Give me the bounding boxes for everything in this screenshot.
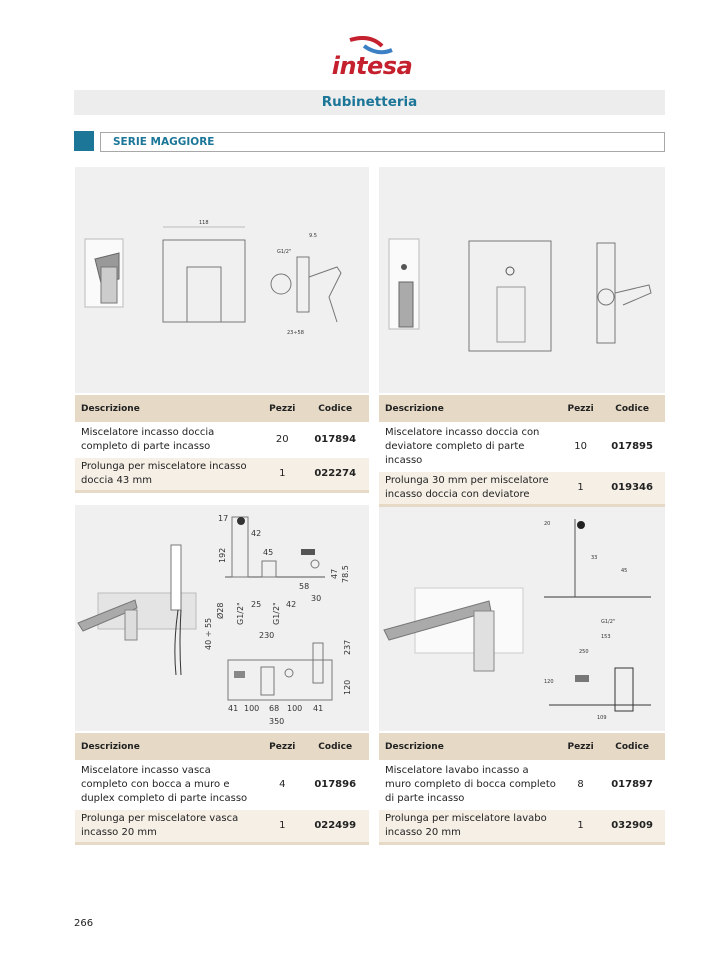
table-row (379, 809, 665, 844)
section-title: SERIE MAGGIORE (100, 132, 665, 152)
row-code: 032909 (599, 809, 665, 844)
dimension-label: 350 (269, 717, 285, 726)
dimension-label: 45 (621, 568, 628, 574)
header-codice: Codice (599, 395, 665, 423)
row-quantity: 1 (562, 471, 599, 506)
row-description: Prolunga per miscelatore vasca incasso 20 mm (75, 809, 263, 844)
table-row (379, 423, 665, 471)
row-code: 017896 (301, 761, 369, 809)
dimension-label: 41 (313, 704, 324, 713)
table-row (379, 471, 665, 506)
dimension-label: 118 (199, 220, 209, 226)
product-image-017895 (379, 167, 665, 393)
dimension-label: 17 (218, 514, 229, 523)
dimension-label: G1/2" (236, 602, 245, 625)
section-marker (74, 131, 94, 151)
row-description: Miscelatore incasso doccia con deviatore completo di parte incasso (379, 423, 562, 471)
dimension-label: G1/2" (272, 602, 281, 625)
header-codice: Codice (301, 733, 369, 761)
row-code: 017895 (599, 423, 665, 471)
row-description: Prolunga per miscelatore incasso doccia 43 mm (75, 457, 263, 492)
dimension-label: 237 (343, 639, 352, 655)
dimension-label: 109 (597, 715, 607, 721)
dimension-label: 30 (311, 594, 322, 603)
product-table-1 (75, 395, 369, 493)
row-description: Prolunga per miscelatore lavabo incasso 20 mm (379, 809, 562, 844)
dimension-label: 120 (544, 679, 554, 685)
intesa-logo (330, 36, 414, 82)
dimension-label: 42 (251, 529, 262, 538)
dimension-label: 33 (591, 555, 598, 561)
row-quantity: 1 (562, 809, 599, 844)
header-pezzi: Pezzi (263, 733, 301, 761)
dimension-label: 250 (579, 649, 589, 655)
row-quantity: 8 (562, 761, 599, 809)
dimension-label: 120 (343, 679, 352, 695)
product-table-4 (379, 733, 665, 845)
dimension-label: 41 (228, 704, 239, 713)
page-number: 266 (74, 918, 94, 929)
table-row (75, 423, 369, 457)
header-pezzi: Pezzi (562, 733, 599, 761)
dimension-label: 40 ÷ 55 (204, 617, 213, 650)
dimension-label: G1/2" (277, 249, 292, 255)
table-row (75, 761, 369, 809)
page-title: Rubinetteria (74, 90, 665, 115)
row-description: Miscelatore incasso doccia completo di parte incasso (75, 423, 263, 457)
dimension-label: 230 (259, 631, 275, 640)
table-header-row (75, 395, 369, 423)
product-image-017894 (75, 167, 369, 393)
header-descrizione: Descrizione (379, 733, 562, 761)
product-table-3 (75, 733, 369, 845)
table-row (379, 761, 665, 809)
dimension-label: 42 (286, 600, 297, 609)
header-codice: Codice (599, 733, 665, 761)
row-description: Miscelatore incasso vasca completo con bocca a muro e duplex completo di parte incasso (75, 761, 263, 809)
header-descrizione: Descrizione (379, 395, 562, 423)
row-quantity: 1 (263, 809, 301, 844)
table-row (75, 809, 369, 844)
product-image-017896 (75, 505, 369, 731)
dimension-label: 45 (263, 548, 274, 557)
row-quantity: 4 (263, 761, 301, 809)
dimension-label: 25 (251, 600, 262, 609)
product-image-017897 (379, 505, 665, 731)
header-descrizione: Descrizione (75, 395, 263, 423)
row-code: 017894 (301, 423, 369, 457)
row-code: 017897 (599, 761, 665, 809)
dimension-label: G1/2" (601, 619, 616, 625)
dimension-label: 20 (544, 521, 551, 527)
dimension-label: 23÷58 (287, 330, 304, 336)
row-quantity: 10 (562, 423, 599, 471)
header-pezzi: Pezzi (263, 395, 301, 423)
dimension-label: 58 (299, 582, 310, 591)
table-header-row (379, 395, 665, 423)
header-codice: Codice (301, 395, 369, 423)
dimension-label: 100 (244, 704, 260, 713)
row-quantity: 20 (263, 423, 301, 457)
row-code: 022499 (301, 809, 369, 844)
product-table-2 (379, 395, 665, 507)
dimension-label: 78.5 (341, 565, 350, 583)
table-header-row (379, 733, 665, 761)
row-quantity: 1 (263, 457, 301, 492)
dimension-label: 47 (330, 568, 339, 579)
dimension-label: 100 (287, 704, 303, 713)
row-code: 019346 (599, 471, 665, 506)
dimension-label: Ø28 (216, 602, 225, 619)
logo-text: intesa (331, 52, 413, 80)
header-pezzi: Pezzi (562, 395, 599, 423)
table-row (75, 457, 369, 492)
table-header-row (75, 733, 369, 761)
row-code: 022274 (301, 457, 369, 492)
dimension-label: 192 (218, 547, 227, 563)
dimension-label: 68 (269, 704, 280, 713)
dimension-label: 9.5 (309, 233, 317, 239)
header-descrizione: Descrizione (75, 733, 263, 761)
dimension-label: 153 (601, 634, 611, 640)
row-description: Miscelatore lavabo incasso a muro completo di bocca completo di parte incasso (379, 761, 562, 809)
row-description: Prolunga 30 mm per miscelatore incasso doccia con deviatore (379, 471, 562, 506)
